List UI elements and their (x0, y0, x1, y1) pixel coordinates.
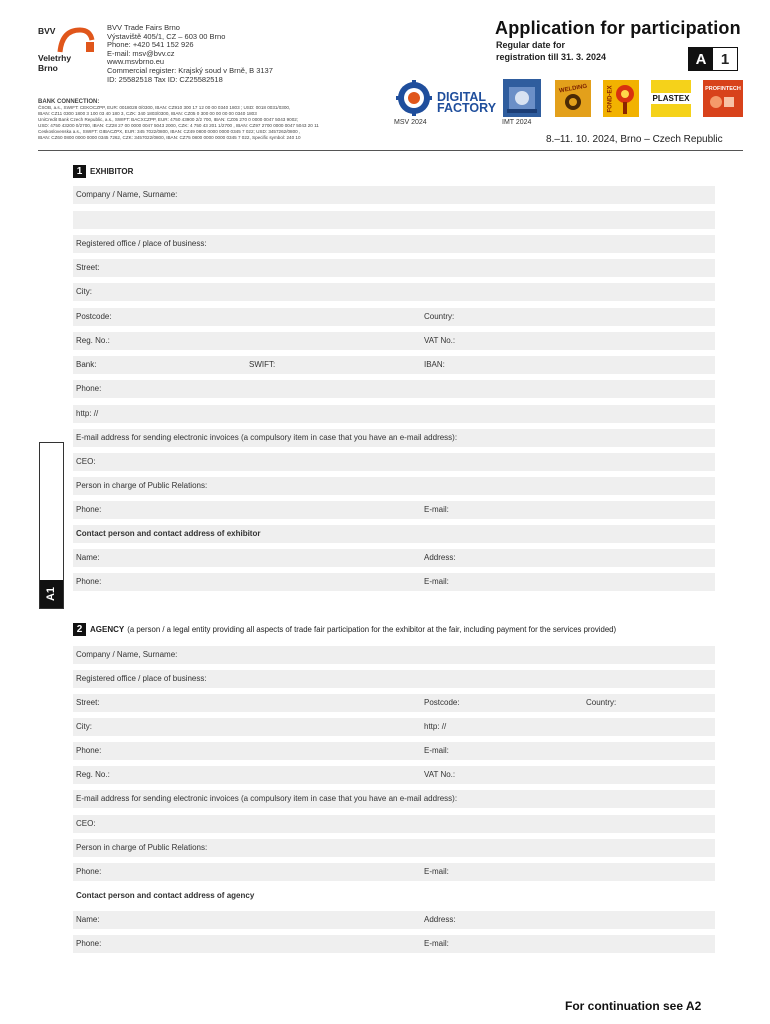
field-label: Name: (76, 915, 100, 924)
field-label: E-mail: (424, 867, 449, 876)
welding-text: WELDING (558, 83, 588, 94)
form-code-badge (688, 47, 738, 71)
regular-date-line: registration till 31. 3. 2024 (496, 52, 607, 62)
field-label: Phone: (76, 577, 102, 586)
section-number: 2 (73, 623, 86, 636)
field-label: Registered office / place of business: (76, 239, 207, 248)
field-label: Postcode: (424, 698, 460, 707)
bank-line: IBAN: CZ11 0300 1800 3 100 03 40 180 3, CZK: 340 1803/0300, IBAN: CZ05 0 300 00 00 00 00 0340 1803 (38, 111, 257, 116)
msv-gear-icon (395, 79, 433, 117)
form-code-letter: A (689, 48, 713, 70)
field-label: Registered office / place of business: (76, 674, 207, 683)
company-line: Commercial register: Krajský soud v Brně, B 3137 (107, 65, 273, 75)
imt-logo (503, 79, 541, 117)
exhibitor-registered-row[interactable] (73, 235, 715, 253)
agency-einvoice-row[interactable] (73, 790, 715, 808)
field-label: http: // (424, 722, 447, 731)
field-label: Bank: (76, 360, 97, 369)
side-tab-label: A1 (40, 580, 63, 608)
section-title: AGENCY (90, 625, 125, 634)
field-label: Country: (586, 698, 617, 707)
section-description: (a person / a legal entity providing all aspects of trade fair participation for the exhibitor at the fair, including payment for the services provided) (127, 625, 617, 634)
imt-label: IMT 2024 (502, 119, 532, 126)
field-label: Street: (76, 698, 100, 707)
exhibitor-contact-title-row (73, 525, 715, 543)
field-label: Address: (424, 915, 456, 924)
exhibitor-phone-email-row[interactable] (73, 501, 715, 519)
exhibitor-http-row[interactable] (73, 405, 715, 423)
welding-logo (555, 80, 591, 117)
exhibitor-street-row[interactable] (73, 259, 715, 277)
plastex-logo (651, 80, 691, 117)
agency-company-row[interactable] (73, 646, 715, 664)
exhibitor-company-row-2[interactable] (73, 211, 715, 229)
digital-text: DIGITAL (437, 90, 487, 104)
section-title: EXHIBITOR (90, 167, 134, 176)
continuation-note: For continuation see A2 (565, 999, 702, 1013)
logo-top-text: BVV (38, 26, 56, 36)
field-label: IBAN: (424, 360, 445, 369)
field-label: E-mail: (424, 505, 449, 514)
field-label: Company / Name, Surname: (76, 650, 178, 659)
msv-logo (394, 79, 434, 117)
field-label: http: // (76, 409, 99, 418)
profintech-text: PROFINTECH (705, 85, 741, 92)
exhibitor-ceo-row[interactable] (73, 453, 715, 471)
profintech-shapes-icon (706, 92, 740, 112)
field-label: E-mail: (424, 746, 449, 755)
field-label: Phone: (76, 384, 102, 393)
exhibitor-city-row[interactable] (73, 283, 715, 301)
page-title: Application for participation (495, 18, 741, 38)
header-divider (38, 150, 743, 151)
agency-street-row[interactable] (73, 694, 715, 712)
company-info (107, 24, 297, 84)
company-line: E-mail: msv@bvv.cz (107, 48, 175, 58)
field-label: Person in charge of Public Relations: (76, 481, 208, 490)
msv-label: MSV 2024 (394, 119, 427, 126)
exhibitor-company-row[interactable] (73, 186, 715, 204)
section-number: 1 (73, 165, 86, 178)
company-line: BVV Trade Fairs Brno (107, 23, 180, 32)
agency-regno-row[interactable] (73, 766, 715, 784)
form-code-number: 1 (720, 50, 730, 68)
field-label: City: (76, 722, 92, 731)
agency-ceo-row[interactable] (73, 815, 715, 833)
digital-factory-logo (437, 92, 496, 114)
bvv-logo-mark-icon (56, 26, 96, 54)
field-label: Phone: (76, 939, 102, 948)
agency-registered-row[interactable] (73, 670, 715, 688)
field-label: E-mail address for sending electronic invoices (a compulsory item in case that you have an e-mail address): (76, 794, 458, 803)
logo-veletrhy: Veletrhy (38, 53, 72, 63)
subsection-title: Contact person and contact address of exhibitor (76, 529, 261, 538)
side-tab (39, 442, 64, 609)
exhibitor-contact-phone-row[interactable] (73, 573, 715, 591)
field-label: Country: (424, 312, 455, 321)
field-label: Phone: (76, 746, 102, 755)
agency-heading (73, 623, 616, 636)
agency-phone-row[interactable] (73, 742, 715, 760)
field-label: Street: (76, 263, 100, 272)
exhibitor-einvoice-row[interactable] (73, 429, 715, 447)
field-label: City: (76, 287, 92, 296)
agency-contact-name-row[interactable] (73, 911, 715, 929)
field-label: Reg. No.: (76, 770, 110, 779)
exhibitor-pr-row[interactable] (73, 477, 715, 495)
fondex-logo (603, 80, 639, 117)
exhibitor-postcode-row[interactable] (73, 308, 715, 326)
regular-date-line: Regular date for (496, 40, 566, 50)
field-label: Phone: (76, 505, 102, 514)
field-label: Company / Name, Surname: (76, 190, 178, 199)
profintech-logo (703, 80, 743, 117)
fair-date-place: 8.–11. 10. 2024, Brno – Czech Republic (546, 134, 723, 145)
field-label: Phone: (76, 867, 102, 876)
bvv-logo (38, 24, 98, 74)
agency-contact-title-row (73, 887, 715, 905)
bank-line: UniCredit Bank Czech Republic, a.s., SWIFT: BACXCZPP, EUR: 4750 43900 2/2 700, IBAN: CZ05 270 0 0000 0047 5043 9002; (38, 117, 299, 122)
fondex-text: FOND-EX (607, 85, 614, 112)
field-label: CEO: (76, 819, 96, 828)
bank-line: ČSOB, a.s., SWIFT: CEKOCZPP, EUR: 0018028 0/0300, IBAN: CZ910 300 17 12 00 00 0340 1803 ; USD: 0018 0031/0300, (38, 105, 291, 110)
agency-contact-phone-row[interactable] (73, 935, 715, 953)
subsection-title: Contact person and contact address of agency (76, 891, 255, 900)
logo-brno: Brno (38, 63, 58, 73)
field-label: Name: (76, 553, 100, 562)
exhibitor-phone-row[interactable] (73, 380, 715, 398)
imt-machine-icon (503, 79, 541, 117)
bank-connection (38, 99, 378, 141)
bank-line: USD: 4750 43200 0/2700, IBAN: CZ28 27 00 0000 0047 5043 2000, CZK: 4 750 43 201 1/2700 , IBAN: CZ97 2700 0000 0047 5043 20 11 (38, 123, 319, 128)
field-label: Person in charge of Public Relations: (76, 843, 208, 852)
field-label: VAT No.: (424, 770, 456, 779)
agency-pr-row[interactable] (73, 839, 715, 857)
plastex-text: PLASTEX (652, 94, 690, 103)
agency-city-row[interactable] (73, 718, 715, 736)
field-label: E-mail: (424, 577, 449, 586)
exhibitor-contact-name-row[interactable] (73, 549, 715, 567)
bank-line: IBAN: CZ60 0800 0000 0000 0345 7262, CZK: 3457022/0800, IBAN: CZ75 0800 0000 0000 0345 7 022, Specific symbol: 240 10 (38, 135, 301, 140)
field-label: E-mail address for sending electronic invoices (a compulsory item in case that you have an e-mail address): (76, 433, 458, 442)
company-line: www.msvbrno.eu (107, 57, 165, 67)
field-label: VAT No.: (424, 336, 456, 345)
exhibitor-heading (73, 165, 133, 178)
company-line: ID: 25582518 Tax ID: CZ25582518 (107, 74, 223, 84)
field-label: Reg. No.: (76, 336, 110, 345)
bank-title: BANK CONNECTION: (38, 99, 100, 105)
welding-wheel-icon (561, 92, 585, 112)
regular-date (496, 39, 606, 63)
field-label: Address: (424, 553, 456, 562)
company-line: Phone: +420 541 152 926 (107, 40, 194, 50)
bank-line: Ceskoslovenska a.s., SWIFT: GIBACZPX, EUR: 345 7022/0800, IBAN: CZ49 0800 0000 0000 0345 7 022; USD: 3457262/0800 , (38, 129, 301, 134)
agency-phone-email-row[interactable] (73, 863, 715, 881)
exhibitor-regno-row[interactable] (73, 332, 715, 350)
field-label: SWIFT: (249, 360, 276, 369)
company-line: Výstaviště 405/1, CZ – 603 00 Brno (107, 31, 226, 41)
field-label: CEO: (76, 457, 96, 466)
exhibitor-bank-row[interactable] (73, 356, 715, 374)
factory-text: FACTORY (437, 101, 497, 115)
field-label: E-mail: (424, 939, 449, 948)
field-label: Postcode: (76, 312, 112, 321)
